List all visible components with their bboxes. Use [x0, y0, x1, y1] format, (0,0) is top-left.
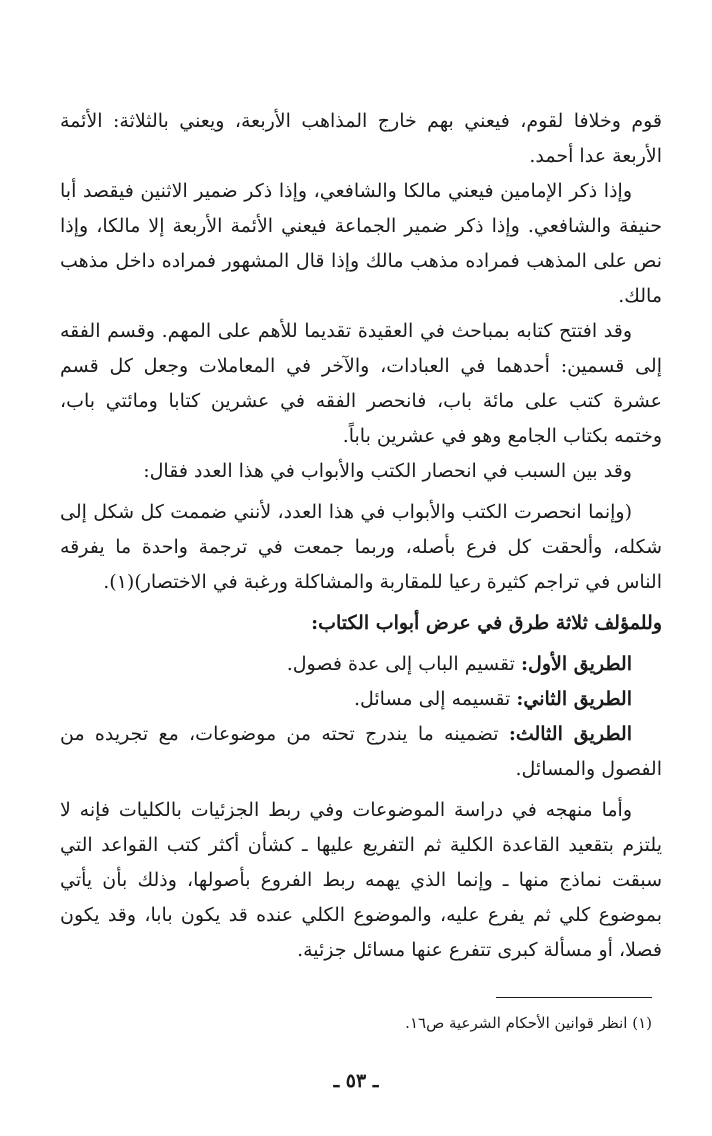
- footnote-separator: [496, 997, 652, 998]
- method-text: تقسيمه إلى مسائل.: [353, 688, 511, 710]
- paragraph-reason-intro: وقد بين السبب في انحصار الكتب والأبواب في هذا العدد فقال:: [143, 460, 632, 482]
- main-text: [60, 104, 662, 968]
- method-item: [60, 647, 662, 682]
- paragraph-quote: (وإنما انحصرت الكتب والأبواب في هذا العدد، لأنني ضممت كل شكل إلى شكله، وألحقت كل فرع بأصله، وربما جمعت في ترجمة واحدة ما يفرقه الناس في تراجم كثيرة رعيا للمقاربة والمشاكلة ورغبة في الاختصار)(١).: [60, 501, 662, 593]
- method-item: [60, 682, 662, 717]
- paragraph-continuation: قوم وخلافا لقوم، فيعني بهم خارج المذاهب الأربعة، ويعني بالثلاثة: الأئمة الأربعة عدا أحمد.: [60, 110, 662, 167]
- method-label: الطريق الثالث:: [508, 723, 632, 745]
- page-number: ـ ٥٣ ـ: [333, 1070, 379, 1092]
- method-text: تضمينه ما يندرج تحته من موضوعات، مع تجريده من الفصول والمسائل.: [60, 723, 662, 780]
- method-label: الطريق الأول:: [521, 653, 632, 675]
- footnote: (١) انظر قوانين الأحكام الشرعية ص١٦.: [405, 1014, 652, 1032]
- method-label: الطريق الثاني:: [516, 688, 632, 710]
- method-item: [60, 717, 662, 787]
- method-text: تقسيم الباب إلى عدة فصول.: [286, 653, 515, 675]
- methods-heading: وللمؤلف ثلاثة طرق في عرض أبواب الكتاب:: [311, 612, 662, 634]
- paragraph-methodology: وأما منهجه في دراسة الموضوعات وفي ربط الجزئيات بالكليات فإنه لا يلتزم بتقعيد القاعدة الكلية ثم التفريع عليها ـ كشأن أكثر كتب القواعد التي سبقت نماذج منها ـ وإنما الذي يهمه ربط الفروع بأصولها، وذلك بأن يأتي بموضوع كلي ثم يفرع عليه، والموضوع الكلي عنده قد يكون بابا، وقد يكون فصلا، أو مسألة كبرى تتفرع عنها مسائل جزئية.: [60, 799, 662, 961]
- paragraph-book-structure: وقد افتتح كتابه بمباحث في العقيدة تقديما للأهم على المهم. وقسم الفقه إلى قسمين: أحدهما في العبادات، والآخر في المعاملات وجعل كل قسم عشرة كتب على مائة باب، فانحصر الفقه في عشرين كتابا ومائتي باب، وختمه بكتاب الجامع وهو في عشرين باباً.: [60, 320, 662, 447]
- paragraph-imams: وإذا ذكر الإمامين فيعني مالكا والشافعي، وإذا ذكر ضمير الاثنين فيقصد أبا حنيفة والشافعي. وإذا ذكر ضمير الجماعة فيعني الأئمة الأربعة إلا مالكا، وإذا نص على المذهب فمراده مذهب مالك وإذا قال المشهور فمراده داخل مذهب مالك.: [60, 180, 662, 307]
